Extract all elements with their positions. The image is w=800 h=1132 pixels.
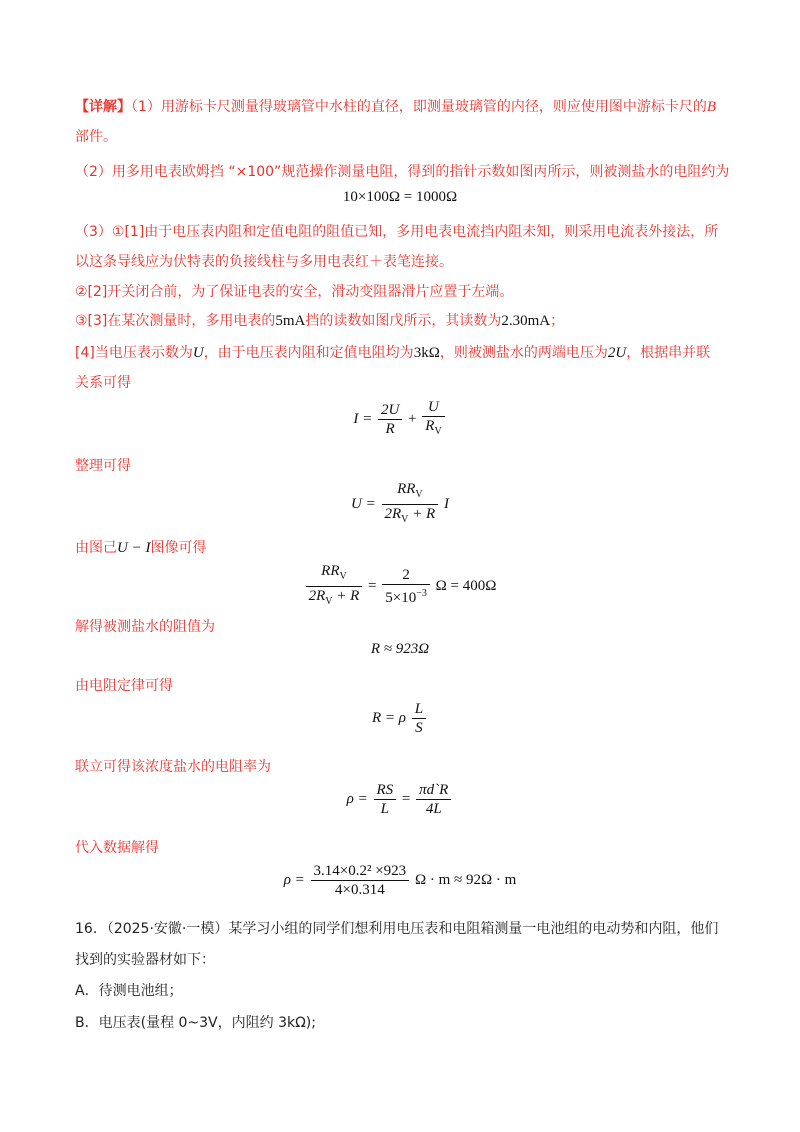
detail-paragraph-3: （3）①[1]由于电压表内阻和定值电阻的阻值已知，多用电表电流挡内阻未知，则采用电流表外接法，所 xyxy=(75,224,719,240)
formula-ohmmeter: 10×100Ω = 1000Ω xyxy=(342,189,458,205)
detail-paragraph-1: 【详解】（1）用游标卡尺测量得玻璃管中水柱的直径，即测量玻璃管的内径，则应使用图中游标卡尺的B xyxy=(75,99,717,115)
equation-resistivity: ρ = $\frac{RS}{L}$ = $\frac{\pi d`R}{4L}$ xyxy=(0,781,800,818)
equation-resistance-law: R = ρ $\frac{L}{S}$ xyxy=(0,700,800,737)
equation-voltage: U = $\frac{RR_V}{2R_V + R}$ I xyxy=(351,481,449,525)
label-tuji: 由图己U − I图像可得 xyxy=(75,540,207,556)
detail-tag: 【详解】 xyxy=(75,99,131,115)
equation-slope: $\frac{RR_V}{2R_V + R}$ = $\frac{2}{5\times 10^{-3}}$ Ω = 400Ω xyxy=(0,562,800,611)
range-5ma: 5mA xyxy=(275,313,306,329)
detail-paragraph-3-cont: 以这条导线应为伏特表的负接线柱与多用电表红＋表笔连接。 xyxy=(75,254,453,270)
equation-resistivity-value: ρ = $\frac{\text{3.14×0.2² ×923}}{4\times 0.314}$ Ω · m ≈ 92Ω · m xyxy=(283,863,517,898)
equation-current: I = $\frac{2U}{R}$ + $\frac{U}{R_V}$ xyxy=(0,398,800,441)
detail-paragraph-1-cont: 部件。 xyxy=(75,129,117,145)
equation-r-value: R ≈ 923Ω xyxy=(370,641,430,657)
option-b: B．电压表(量程 0~3V，内阻约 3kΩ); xyxy=(75,1015,316,1031)
label-dairu: 代入数据解得 xyxy=(75,840,159,856)
label-lianli: 联立可得该浓度盐水的电阻率为 xyxy=(75,759,271,775)
detail-paragraph-5: ③[3]在某次测量时，多用电表的5mA挡的读数如图戊所示，其读数为2.30mA； xyxy=(75,313,565,329)
label-jiede: 解得被测盐水的阻值为 xyxy=(75,619,215,635)
label-dinglv: 由电阻定律可得 xyxy=(75,678,173,694)
option-a: A．待测电池组； xyxy=(75,983,183,999)
detail-paragraph-2: （2）用多用电表欧姆挡 “×100”规范操作测量电阻，得到的指针示数如图丙所示，则被测盐水的电阻约为 xyxy=(75,164,730,180)
part-letter: B xyxy=(706,99,717,115)
detail-paragraph-6-cont: 关系可得 xyxy=(75,375,131,391)
question-16-stem-cont: 找到的实验器材如下： xyxy=(75,952,215,968)
label-zhengli: 整理可得 xyxy=(75,458,131,474)
question-16-stem: 16．（2025·安徽·一模）某学习小组的同学们想利用电压表和电阻箱测量一电池组的电动势和内阻，他们 xyxy=(75,921,719,937)
detail-paragraph-6: [4]当电压表示数为U，由于电压表内阻和定值电阻均为3kΩ，则被测盐水的两端电压为2U，根据串并联 xyxy=(75,345,711,361)
reading-value: 2.30mA xyxy=(501,313,551,329)
detail-paragraph-4: ②[2]开关闭合前，为了保证电表的安全，滑动变阻器滑片应置于左端。 xyxy=(75,284,514,300)
